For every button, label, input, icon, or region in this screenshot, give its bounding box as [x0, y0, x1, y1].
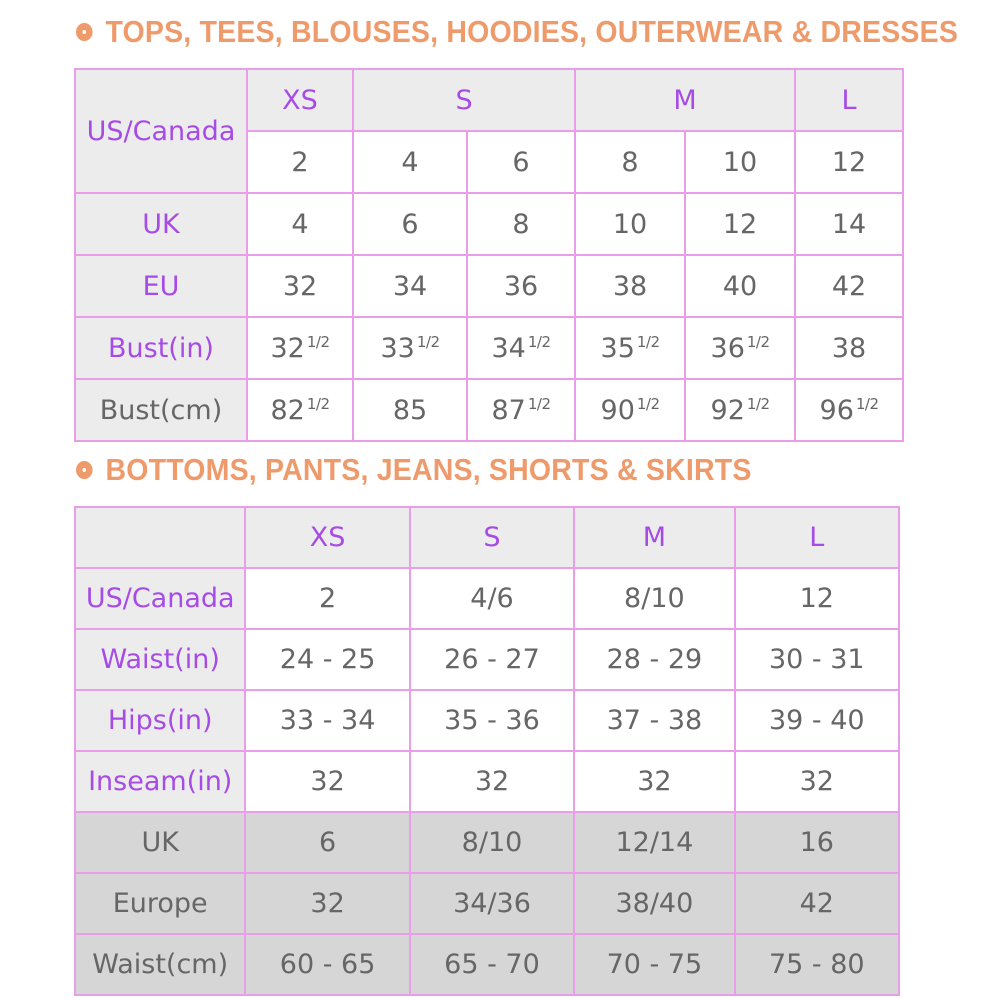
value-whole: 36	[503, 270, 539, 302]
value-whole: 90	[600, 394, 635, 426]
size-header-l: L	[735, 507, 899, 568]
measurement-cell	[353, 317, 467, 379]
measurement-cell	[575, 255, 685, 317]
measurement-cell: 32	[245, 873, 409, 934]
measurement-cell: 8/10	[574, 568, 734, 629]
tops-measurement-rows	[75, 193, 903, 441]
size-header-m: M	[575, 69, 795, 131]
us-canada-value: 10	[685, 131, 795, 193]
measurement-cell: 6	[245, 812, 409, 873]
measurement-cell	[353, 193, 467, 255]
measurement-cell	[685, 255, 795, 317]
table-row	[75, 690, 899, 751]
measurement-cell: 32	[574, 751, 734, 812]
tops-heading-text: TOPS, TEES, BLOUSES, HOODIES, OUTERWEAR & DRESSES	[105, 14, 959, 49]
value-fraction: 1/2	[855, 394, 879, 413]
size-header-xs: XS	[245, 507, 409, 568]
row-label: EU	[75, 255, 247, 317]
size-header-s: S	[410, 507, 574, 568]
row-label: Waist(in)	[75, 629, 245, 690]
value-whole: 32	[282, 270, 318, 302]
table-row	[75, 193, 903, 255]
us-canada-value: 8	[575, 131, 685, 193]
value-fraction: 1/2	[746, 332, 770, 351]
measurement-cell: 65 - 70	[410, 934, 574, 995]
row-label: Bust(cm)	[75, 379, 247, 441]
value-whole: 14	[831, 208, 867, 240]
value-fraction: 1/2	[306, 394, 330, 413]
us-canada-value: 6	[467, 131, 575, 193]
value-whole: 8	[512, 208, 530, 240]
us-canada-value: 2	[247, 131, 353, 193]
value-whole: 38	[831, 332, 867, 364]
table-row	[75, 629, 899, 690]
measurement-cell	[353, 379, 467, 441]
measurement-cell: 33 - 34	[245, 690, 409, 751]
measurement-cell	[685, 379, 795, 441]
row-label: UK	[75, 812, 245, 873]
measurement-cell	[247, 255, 353, 317]
measurement-cell	[247, 317, 353, 379]
tops-size-table	[74, 68, 904, 442]
measurement-cell	[795, 193, 903, 255]
measurement-cell: 16	[735, 812, 899, 873]
measurement-cell	[795, 255, 903, 317]
measurement-cell	[247, 379, 353, 441]
value-whole: 34	[491, 332, 526, 364]
measurement-cell: 60 - 65	[245, 934, 409, 995]
value-fraction: 1/2	[636, 332, 660, 351]
row-label: US/Canada	[75, 568, 245, 629]
value-fraction: 1/2	[527, 332, 551, 351]
us-canada-value: 4	[353, 131, 467, 193]
row-label: Waist(cm)	[75, 934, 245, 995]
measurement-cell: 34/36	[410, 873, 574, 934]
bottoms-heading-text: BOTTOMS, PANTS, JEANS, SHORTS & SKIRTS	[105, 452, 752, 487]
table-row	[75, 69, 903, 131]
value-whole: 12	[722, 208, 758, 240]
value-whole: 36	[710, 332, 745, 364]
measurement-cell: 26 - 27	[410, 629, 574, 690]
size-header-m: M	[574, 507, 734, 568]
row-label: Inseam(in)	[75, 751, 245, 812]
measurement-cell	[575, 193, 685, 255]
row-label: UK	[75, 193, 247, 255]
bottoms-size-table	[74, 506, 900, 996]
value-whole: 34	[392, 270, 428, 302]
table-row	[75, 934, 899, 995]
measurement-cell: 32	[410, 751, 574, 812]
value-whole: 32	[270, 332, 305, 364]
row-label: Bust(in)	[75, 317, 247, 379]
row-label: Hips(in)	[75, 690, 245, 751]
table-row	[75, 379, 903, 441]
measurement-cell: 35 - 36	[410, 690, 574, 751]
measurement-cell	[467, 317, 575, 379]
table-row	[75, 507, 899, 568]
value-fraction: 1/2	[527, 394, 551, 413]
value-fraction: 1/2	[306, 332, 330, 351]
row-label: Europe	[75, 873, 245, 934]
measurement-cell: 2	[245, 568, 409, 629]
measurement-cell: 30 - 31	[735, 629, 899, 690]
value-whole: 82	[270, 394, 305, 426]
value-whole: 85	[392, 394, 428, 426]
measurement-cell: 39 - 40	[735, 690, 899, 751]
bottoms-section-heading	[76, 452, 752, 488]
measurement-cell: 28 - 29	[574, 629, 734, 690]
row-label-us-canada: US/Canada	[75, 69, 247, 193]
value-whole: 4	[291, 208, 309, 240]
measurement-cell: 8/10	[410, 812, 574, 873]
value-whole: 35	[600, 332, 635, 364]
value-whole: 6	[401, 208, 419, 240]
measurement-cell	[795, 379, 903, 441]
tops-section-heading	[76, 14, 958, 50]
measurement-cell: 32	[735, 751, 899, 812]
value-whole: 96	[819, 394, 854, 426]
value-whole: 42	[831, 270, 867, 302]
value-whole: 38	[612, 270, 648, 302]
table-row	[75, 812, 899, 873]
us-canada-value: 12	[795, 131, 903, 193]
measurement-cell	[685, 317, 795, 379]
size-header-xs: XS	[247, 69, 353, 131]
measurement-cell	[467, 379, 575, 441]
measurement-cell: 4/6	[410, 568, 574, 629]
value-whole: 87	[491, 394, 526, 426]
value-fraction: 1/2	[636, 394, 660, 413]
size-header-s: S	[353, 69, 575, 131]
measurement-cell: 42	[735, 873, 899, 934]
table-row	[75, 751, 899, 812]
measurement-cell	[685, 193, 795, 255]
measurement-cell: 75 - 80	[735, 934, 899, 995]
value-fraction: 1/2	[746, 394, 770, 413]
measurement-cell: 12	[735, 568, 899, 629]
measurement-cell	[353, 255, 467, 317]
value-whole: 33	[380, 332, 415, 364]
bullet-circle-icon	[76, 23, 93, 41]
measurement-cell: 70 - 75	[574, 934, 734, 995]
measurement-cell	[575, 317, 685, 379]
measurement-cell	[467, 193, 575, 255]
value-fraction: 1/2	[416, 332, 440, 351]
table-row	[75, 873, 899, 934]
measurement-cell	[795, 317, 903, 379]
measurement-cell	[247, 193, 353, 255]
table-row	[75, 255, 903, 317]
measurement-cell	[575, 379, 685, 441]
measurement-cell: 12/14	[574, 812, 734, 873]
corner-cell	[75, 507, 245, 568]
bottoms-measurement-rows	[75, 568, 899, 995]
table-row	[75, 568, 899, 629]
table-row	[75, 317, 903, 379]
measurement-cell	[467, 255, 575, 317]
measurement-cell: 37 - 38	[574, 690, 734, 751]
measurement-cell: 24 - 25	[245, 629, 409, 690]
bullet-circle-icon	[76, 461, 93, 479]
size-header-l: L	[795, 69, 903, 131]
measurement-cell: 38/40	[574, 873, 734, 934]
value-whole: 92	[710, 394, 745, 426]
value-whole: 10	[612, 208, 648, 240]
measurement-cell: 32	[245, 751, 409, 812]
value-whole: 40	[722, 270, 758, 302]
